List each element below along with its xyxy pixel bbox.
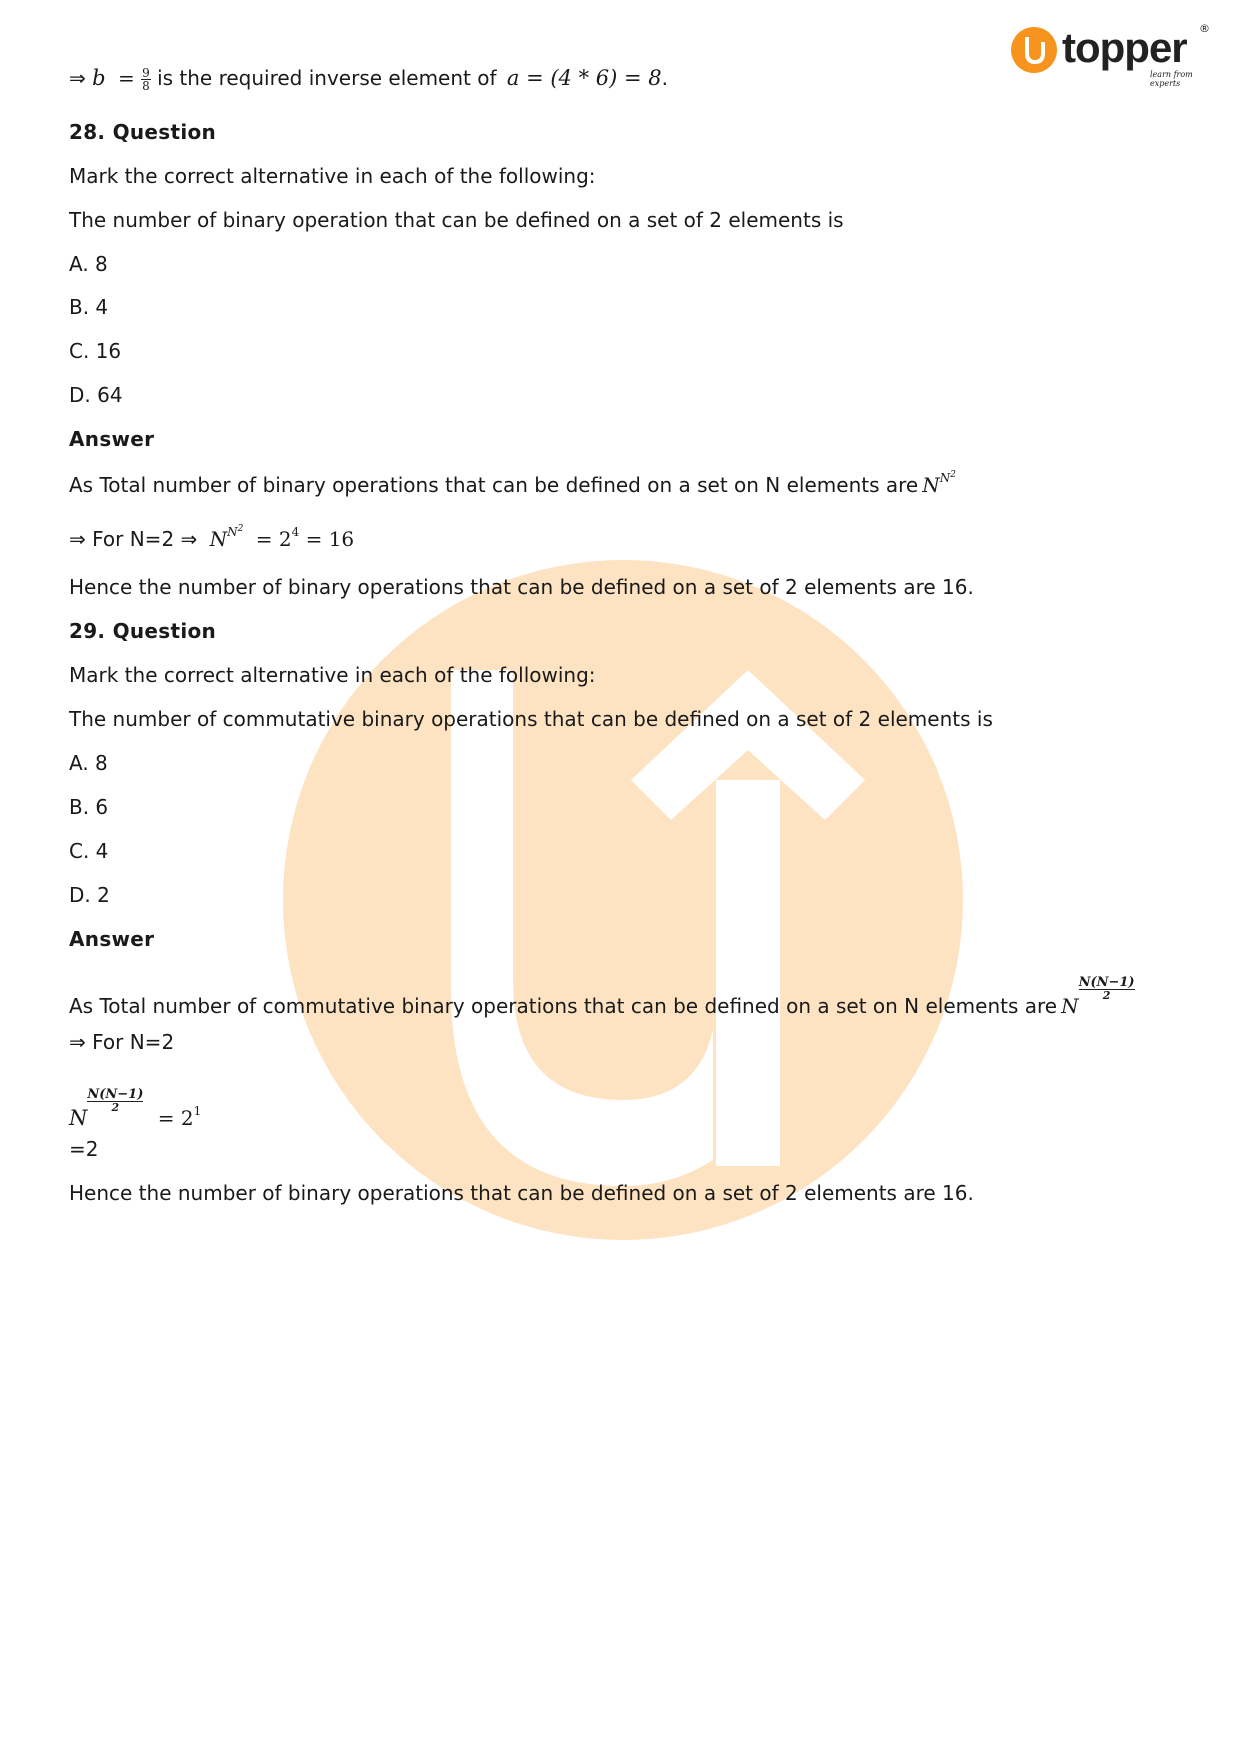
topper-logo xyxy=(1010,22,1210,92)
q29-answer-label: Answer xyxy=(69,927,155,951)
logo-text: topper xyxy=(1062,24,1187,71)
q29-explanation: As Total number of commutative binary operations that can be defined on a set on N elements are N $\frac{N(N-1)}{2}$ xyxy=(69,975,1135,1018)
q28-instruction: Mark the correct alternative in each of the following: xyxy=(69,164,596,188)
formula-n-pow-n2: $N^{N^2}$ xyxy=(922,470,956,497)
logo-tagline: learn from experts xyxy=(1150,70,1193,88)
intro-rhs: a = (4 * 6) = 8 xyxy=(506,66,662,90)
q29-step2: N $\frac{N(N-1)}{2}$ = $2^1$ xyxy=(69,1087,202,1130)
intro-line: ⇒ b = $\frac{9}{8}$ is the required inverse element of a = (4 * 6) = 8. xyxy=(69,66,668,93)
q29-question: The number of commutative binary operations that can be defined on a set of 2 elements is xyxy=(69,707,993,731)
q29-step: ⇒ For N=2 xyxy=(69,1030,175,1054)
q28-explanation: As Total number of binary operations that can be defined on a set on N elements are $N^{N^2}$ xyxy=(69,470,956,497)
q29-option-c: C. 4 xyxy=(69,839,109,863)
q28-option-c: C. 16 xyxy=(69,339,122,363)
q29-option-a: A. 8 xyxy=(69,751,108,775)
watermark-logo xyxy=(283,560,963,1240)
q29-option-d: D. 2 xyxy=(69,883,110,907)
q28-conclusion: Hence the number of binary operations that can be defined on a set of 2 elements are 16. xyxy=(69,575,974,599)
q28-heading: 28. Question xyxy=(69,120,217,144)
q29-result: =2 xyxy=(69,1137,99,1161)
q29-option-b: B. 6 xyxy=(69,795,109,819)
q29-heading: 29. Question xyxy=(69,619,217,643)
registered-mark: ® xyxy=(1199,22,1210,35)
q29-conclusion: Hence the number of binary operations that can be defined on a set of 2 elements are 16. xyxy=(69,1181,974,1205)
formula-n-pow-frac: N $\frac{N(N-1)}{2}$ xyxy=(1061,975,1135,1018)
q29-instruction: Mark the correct alternative in each of the following: xyxy=(69,663,596,687)
q28-question: The number of binary operation that can be defined on a set of 2 elements is xyxy=(69,208,844,232)
q28-step: ⇒ For N=2 ⇒ $N^{N^2} = 2^4 = 16$ xyxy=(69,524,355,551)
q28-option-d: D. 64 xyxy=(69,383,123,407)
fraction-9-8: $\frac{9}{8}$ xyxy=(142,66,150,93)
q28-option-a: A. 8 xyxy=(69,252,108,276)
q28-answer-label: Answer xyxy=(69,427,155,451)
q28-option-b: B. 4 xyxy=(69,295,109,319)
